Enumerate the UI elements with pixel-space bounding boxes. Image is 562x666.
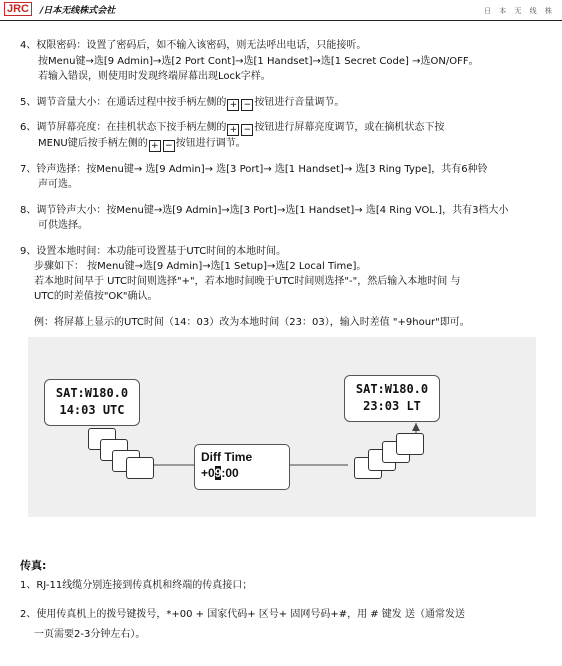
company-name: /日本无线株式会社 <box>40 6 116 16</box>
lcd-utc-line-2: 14:03 UTC <box>59 403 125 417</box>
item-4-note: 若输入错误，则使用时发现终端屏幕出现Lock字样。 <box>38 71 271 82</box>
lcd-lt-line-2: 23:03 LT <box>363 399 421 413</box>
lcd-screen-lt <box>344 375 440 422</box>
jrc-logo: JRC <box>4 2 32 16</box>
lcd-screen-utc <box>44 379 140 426</box>
time-setting-diagram <box>28 337 536 517</box>
fax-step-1: 1、RJ-11线缆分别连接到传真机和终端的传真接口； <box>20 580 253 591</box>
item-6-text-b: 按钮进行屏幕亮度调节，或在摘机状态下按 <box>254 122 445 133</box>
item-5-volume <box>20 96 344 111</box>
plus-key-icon: + <box>227 99 239 111</box>
example-text: 例：将屏幕上显示的UTC时间（14：03）改为本地时间（23：03），输入时差值 "+9hour"即可。 <box>34 317 470 328</box>
minus-key-icon: − <box>163 140 175 152</box>
minus-key-icon: − <box>241 124 253 136</box>
plus-key-icon: + <box>227 124 239 136</box>
keypad-key <box>396 433 424 455</box>
item-5-text-a: 5、调节音量大小：在通话过程中按手柄左侧的 <box>20 97 227 108</box>
diff-time-title: Diff Time <box>201 450 253 464</box>
diff-time-screen <box>194 444 290 490</box>
item-9-local-time: 9、设置本地时间：本功能可设置基于UTC时间的本地时间。 <box>20 246 287 257</box>
diagram-connectors <box>28 337 536 517</box>
fax-step-2-continued: 一页需要2-3分钟左右）。 <box>34 629 146 640</box>
item-9-steps: 步骤如下： 按Menu键→选[9 Admin]→选[1 Setup]→选[2 Local Time]。 <box>34 261 367 272</box>
item-9-confirm: UTC的时差值按"OK"确认。 <box>34 291 158 302</box>
item-5-text-b: 按钮进行音量调节。 <box>254 97 345 108</box>
fax-section-title: 传真: <box>20 559 47 572</box>
lcd-lt-line-1: SAT:W180.0 <box>355 382 429 396</box>
item-4-steps: 按Menu键→选[9 Admin]→选[2 Port Cont]→选[1 Handset]→选[1 Secret Code] →选ON/OFF。 <box>38 56 479 67</box>
item-6-text-a: 6、调节屏幕亮度：在挂机状态下按手柄左侧的 <box>20 122 227 133</box>
fax-step-2: 2、使用传真机上的拨号键拨号，*+00 + 国家代码+ 区号+ 固网号码+#，用 # 键发 送（通常发送 <box>20 609 465 620</box>
header-right-text: 日 本 无 线 株 <box>484 7 555 15</box>
lcd-utc-line-1: SAT:W180.0 <box>55 386 129 400</box>
diff-time-cursor: 9 <box>214 466 222 480</box>
minus-key-icon: − <box>241 99 253 111</box>
item-4-title: 4、权限密码：设置了密码后，如不输入该密码，则无法呼出电话，只能接听。 <box>20 40 367 51</box>
item-9-rule: 若本地时间早于 UTC时间则选择"+"，若本地时间晚于UTC时间则选择"-"，然后输入本地时间 与 <box>34 276 461 287</box>
item-7-ringtone: 7、铃声选择：按Menu键→ 选[9 Admin]→ 选[3 Port]→ 选[1 Handset]→ 选[3 Ring Type]，共有6种铃 <box>20 164 488 175</box>
item-6-line-2 <box>38 137 246 152</box>
page-header <box>0 0 562 21</box>
item-6-text-d: 按钮进行调节。 <box>175 138 246 149</box>
plus-key-icon: + <box>149 140 161 152</box>
item-6-text-c: MENU键后按手柄左侧的 <box>38 138 148 149</box>
diff-time-suffix: :00 <box>221 466 239 480</box>
item-7-continued: 声可选。 <box>38 179 78 190</box>
item-8-continued: 可供选择。 <box>38 220 88 231</box>
item-6-brightness <box>20 121 444 136</box>
arrow-head-up <box>412 423 420 431</box>
diff-time-prefix: +0 <box>201 466 215 480</box>
item-8-ring-volume: 8、调节铃声大小：按Menu键→选[9 Admin]→选[3 Port]→选[1 Handset]→ 选[4 Ring VOL.]，共有3档大小 <box>20 205 509 216</box>
keypad-key <box>126 457 154 479</box>
diff-time-value <box>201 465 283 481</box>
